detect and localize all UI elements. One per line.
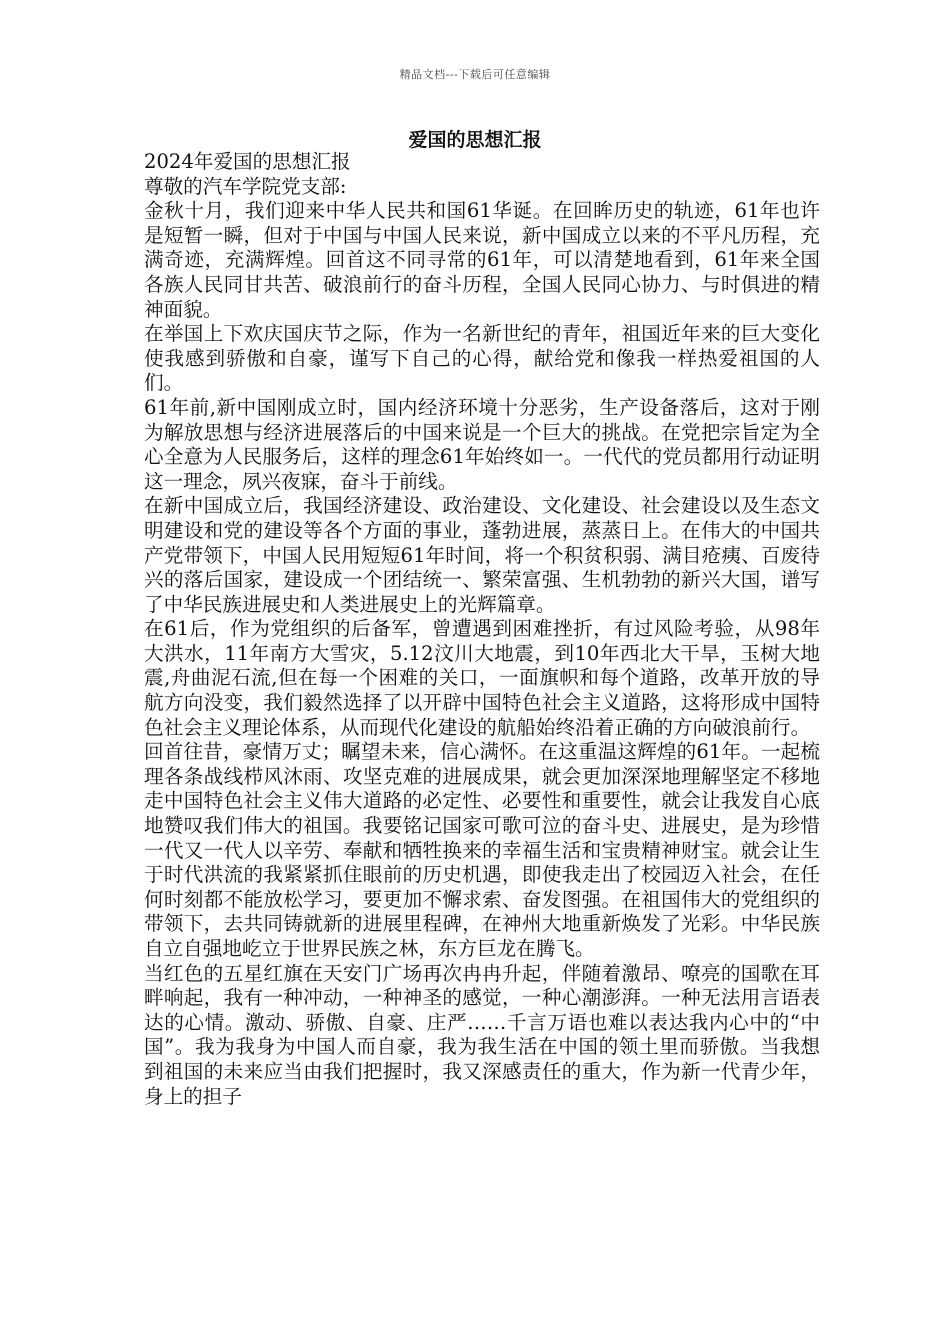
paragraph-subtitle: 2024年爱国的思想汇报 xyxy=(144,150,351,173)
paragraph: 在61后，作为党组织的后备军，曾遭遇到困难挫折，有过风险考验，从98年大洪水，11年南方大雪灾，5.12汶川大地震，到10年西北大干旱，玉树大地震,舟曲泥石流,但在每一个困难的关口，一面旗帜和每个道路，改革开放的导航方向没变，我们毅然选择了以开辟中国特色社会主义道路，这将形成中国特色社会主义理论体系，从而现代化建设的航船始终沿着正确的方向破浪前行。 xyxy=(144,617,820,739)
paragraph: 61年前,新中国刚成立时，国内经济环境十分恶劣，生产设备落后，这对于刚为解放思想与经济进展落后的中国来说是一个巨大的挑战。在党把宗旨定为全心全意为人民服务后，这样的理念61年始终如一。一代代的党员都用行动证明这一理念，夙兴夜寐，奋斗于前线。 xyxy=(144,395,820,493)
paragraph: 在新中国成立后，我国经济建设、政治建设、文化建设、社会建设以及生态文明建设和党的建设等各个方面的事业，蓬勃进展，蒸蒸日上。在伟大的中国共产党带领下，中国人民用短短61年时间，将一个积贫积弱、满目疮痍、百废待兴的落后国家，建设成一个团结统一、繁荣富强、生机勃勃的新兴大国，谱写了中华民族进展史和人类进展史上的光辉篇章。 xyxy=(144,494,820,616)
paragraph: 回首往昔，豪情万丈；瞩望未来，信心满怀。在这重温这辉煌的61年。一起梳理各条战线栉风沐雨、攻坚克难的进展成果，就会更加深深地理解坚定不移地走中国特色社会主义伟大道路的必定性、必要性和重要性，就会让我发自心底地赞叹我们伟大的祖国。我要铭记国家可歌可泣的奋斗史、进展史，是为珍惜一代又一代人以辛劳、奉献和牺牲换来的幸福生活和宝贵精神财宝。就会让生于时代洪流的我紧紧抓住眼前的历史机遇，即使我走出了校园迈入社会，在任何时刻都不能放松学习，要更加不懈求索、奋发图强。在祖国伟大的党组织的带领下，去共同铸就新的进展里程碑，在神州大地重新焕发了光彩。中华民族自立自强地屹立于世界民族之林，东方巨龙在腾飞。 xyxy=(144,740,820,960)
paragraph: 当红色的五星红旗在天安门广场再次冉冉升起，伴随着激昂、嘹亮的国歌在耳畔响起，我有一种冲动，一种神圣的感觉，一种心潮澎湃。一种无法用言语表达的心情。激动、骄傲、自豪、庄严……千言万语也难以表达我内心中的“中国”。我为我身为中国人而自豪，我为我生活在中国的领土里而骄傲。当我想到祖国的未来应当由我们把握时，我又深感责任的重大，作为新一代青少年，身上的担子 xyxy=(144,961,820,1108)
paragraph-salutation: 尊敬的汽车学院党支部: xyxy=(144,174,347,198)
header-note: 精品文档---下载后可任意编辑 xyxy=(399,68,551,81)
document-body xyxy=(144,150,820,1109)
paragraph: 在举国上下欢庆国庆节之际，作为一名新世纪的青年，祖国近年来的巨大变化使我感到骄傲和自豪，谨写下自己的心得，献给党和像我一样热爱祖国的人们。 xyxy=(144,322,820,395)
paragraph: 金秋十月，我们迎来中华人民共和国61华诞。在回眸历史的轨迹，61年也许是短暂一瞬，但对于中国与中国人民来说，新中国成立以来的不平凡历程，充满奇迹，充满辉煌。回首这不同寻常的61年，可以清楚地看到，61年来全国各族人民同甘共苦、破浪前行的奋斗历程，全国人民同心协力、与时俱进的精神面貌。 xyxy=(144,199,820,321)
document-title: 爱国的思想汇报 xyxy=(408,129,542,151)
